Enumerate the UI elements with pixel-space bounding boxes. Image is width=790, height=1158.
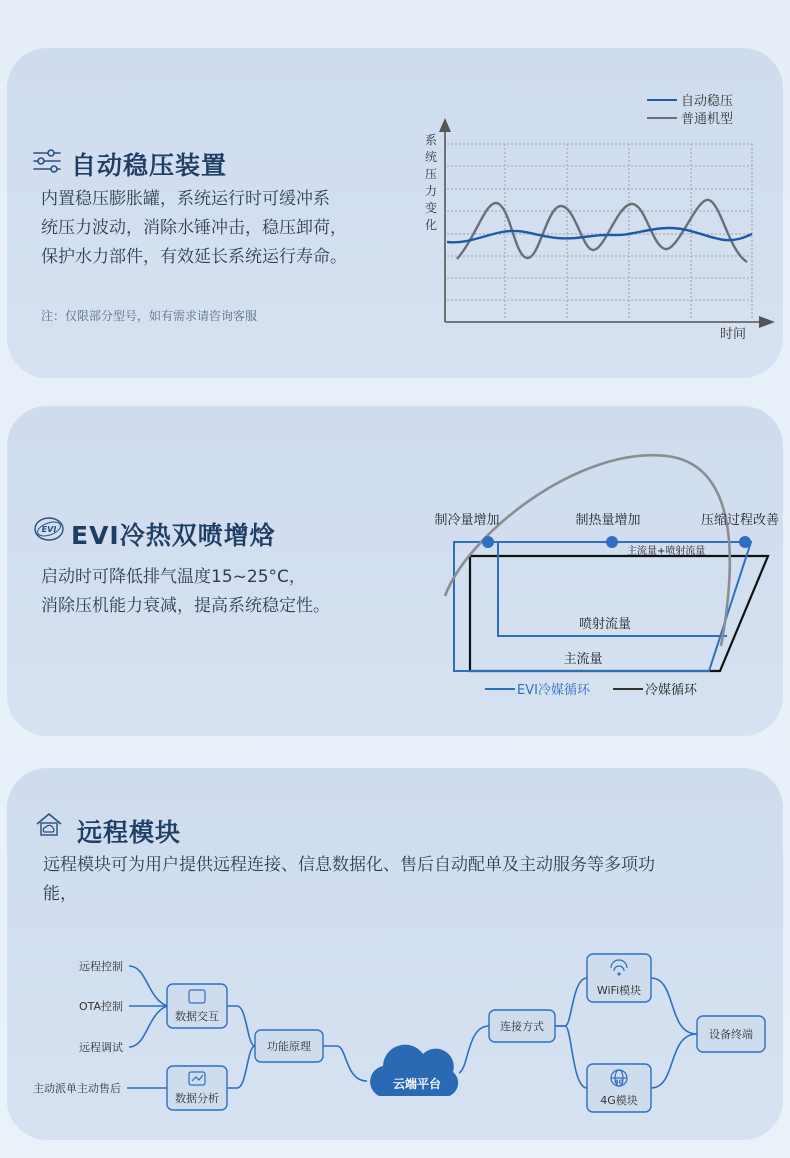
- label-main-plus-jet: 主流量+喷射流量: [627, 546, 706, 557]
- svg-text:力: 力: [424, 184, 438, 198]
- wifi-module-label: WiFi模块: [596, 984, 642, 997]
- section-description: 远程模块可为用户提供远程连接、信息数据化、售后自动配单及主动服务等多项功 能，: [43, 855, 655, 904]
- section-title: 自动稳压装置: [71, 151, 228, 180]
- legend-normal-cycle: 冷媒循环: [645, 683, 698, 698]
- remote-flow-diagram: [7, 938, 783, 1138]
- y-axis-label: [425, 133, 437, 232]
- 4g-module-label: 4G模块: [600, 1094, 638, 1107]
- legend-evi: EVI冷媒循环: [517, 683, 590, 698]
- ota-control-label: OTA控制: [79, 1000, 124, 1013]
- svg-text:EVI: EVI: [41, 525, 57, 534]
- label-heating-increase: 制热量增加: [575, 513, 641, 528]
- svg-text:系: 系: [424, 133, 438, 147]
- legend-normal: 普通机型: [681, 112, 734, 127]
- device-terminal-label: 设备终端: [709, 1028, 753, 1041]
- data-analysis-label: 数据分析: [175, 1092, 219, 1105]
- x-axis-label: 时间: [720, 327, 747, 342]
- label-main-flow: 主流量: [563, 652, 603, 667]
- pressure-chart: [407, 86, 777, 346]
- section-description: 启动时可降低排气温度15~25°C， 消除压机能力衰减，提高系统稳定性。: [41, 567, 330, 616]
- section-title: EVI冷热双喷增焓: [71, 521, 276, 550]
- active-dispatch-label: 主动派单主动售后: [33, 1082, 121, 1095]
- legend-stable: 自动稳压: [681, 94, 734, 109]
- sliders-icon: [32, 148, 62, 174]
- remote-debug-label: 远程调试: [79, 1041, 123, 1054]
- data-exchange-label: 数据交互: [175, 1010, 219, 1023]
- cloud-house-icon: [33, 810, 65, 840]
- normal-model-curve: [457, 200, 747, 262]
- remote-module-card: [7, 768, 783, 1140]
- model-note: 注：仅限部分型号，如有需求请咨询客服: [41, 309, 258, 323]
- stable-curve: [447, 228, 752, 242]
- cloud-platform-label: 云端平台: [392, 1077, 442, 1091]
- function-principle-label: 功能原理: [267, 1040, 311, 1053]
- section-title: 远程模块: [77, 818, 182, 847]
- svg-text:压: 压: [424, 167, 438, 181]
- evi-diagram: [427, 446, 783, 706]
- label-cooling-increase: 制冷量增加: [434, 513, 500, 528]
- pressure-stabilizer-card: [7, 48, 783, 378]
- svg-text:变: 变: [424, 201, 438, 215]
- svg-text:4G: 4G: [614, 1079, 624, 1086]
- section-description: 内置稳压膨胀罐，系统运行时可缓冲系 统压力波动，消除水锤冲击，稳压卸荷， 保护水力部件，有效延长系统运行寿命。: [41, 189, 347, 267]
- svg-text:统: 统: [424, 150, 438, 164]
- remote-control-label: 远程控制: [79, 960, 123, 973]
- connection-label: 连接方式: [500, 1020, 544, 1033]
- label-compression-improve: 压缩过程改善: [700, 513, 780, 528]
- svg-text:化: 化: [424, 218, 438, 232]
- evi-logo-icon: [32, 514, 66, 544]
- evi-card: [7, 406, 783, 736]
- normal-cycle: [470, 556, 768, 671]
- label-jet-flow: 喷射流量: [578, 617, 632, 632]
